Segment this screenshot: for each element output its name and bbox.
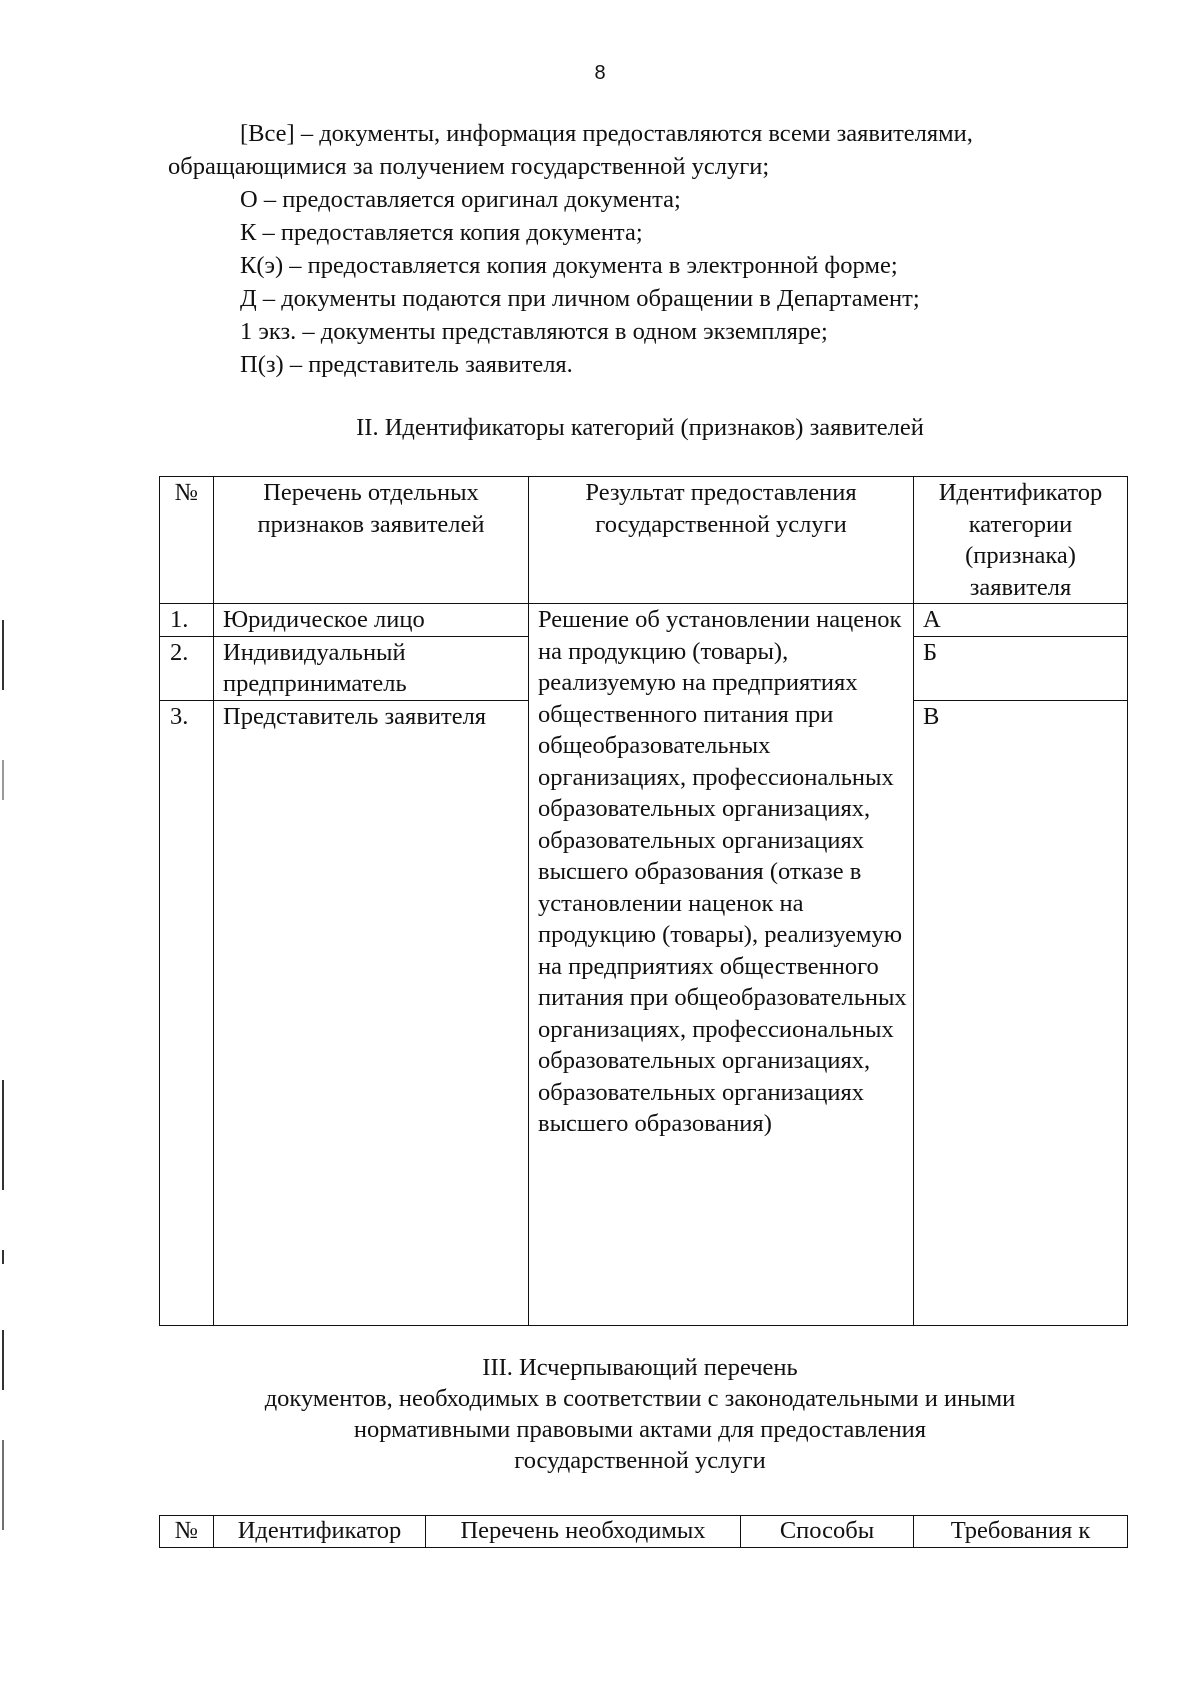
documents-table	[159, 1515, 1128, 1548]
legend-line-e-copy: К(э) – предоставляется копия документа в электронной форме;	[240, 252, 898, 279]
header-requirements: Требования к	[914, 1516, 1128, 1548]
page-number: 8	[594, 62, 606, 84]
row-identifier: В	[914, 700, 1128, 1325]
header-documents-list: Перечень необходимых	[426, 1516, 741, 1548]
legend-block	[168, 117, 1118, 381]
legend-line-personal: Д – документы подаются при личном обращении в Департамент;	[240, 285, 920, 312]
legend-line-all-cont: обращающимися за получением государственной услуги;	[168, 153, 770, 180]
header-identifier: Идентификатор	[214, 1516, 426, 1548]
legend-line-copy: К – предоставляется копия документа;	[240, 219, 643, 246]
header-num: №	[160, 1516, 214, 1548]
row-identifier: Б	[914, 636, 1128, 700]
scan-edge-mark	[2, 1330, 4, 1390]
row-num: 2.	[160, 636, 214, 700]
scan-edge-mark	[2, 620, 4, 690]
scan-edge-mark	[2, 760, 4, 800]
row-num: 3.	[160, 700, 214, 1325]
table-header-row	[160, 477, 1128, 604]
header-num: №	[160, 477, 214, 604]
table-row	[160, 604, 1128, 637]
section-2-title: II. Идентификаторы категорий (признаков) заявителей	[356, 414, 924, 441]
section-3-title: III. Исчерпывающий перечень документов, необходимых в соответствии с законодательными и иными нормативными правовыми актами для предоставления государственной услуги	[264, 1354, 1016, 1474]
row-feature: Представитель заявителя	[214, 700, 529, 1325]
row-feature: Индивидуальный предприниматель	[214, 636, 529, 700]
header-methods: Способы	[741, 1516, 914, 1548]
table-header-row	[160, 1516, 1128, 1548]
legend-line-representative: П(з) – представитель заявителя.	[240, 351, 573, 378]
header-result: Результат предоставления государственной услуги	[529, 477, 914, 604]
legend-line-one-copy: 1 экз. – документы представляются в одном экземпляре;	[240, 318, 828, 345]
legend-line-original: О – предоставляется оригинал документа;	[240, 186, 681, 213]
header-identifier: Идентификатор категории (признака) заявителя	[914, 477, 1128, 604]
legend-line-all: [Все] – документы, информация предоставляются всеми заявителями,	[240, 120, 973, 147]
scan-edge-mark	[2, 1440, 4, 1530]
row-identifier: А	[914, 604, 1128, 637]
row-feature: Юридическое лицо	[214, 604, 529, 637]
result-cell: Решение об установлении наценок на продукцию (товары), реализуемую на предприятиях общественного питания при общеобразовательных организациях, профессиональных образовательных организациях, образовательных организациях высшего образования (отказе в установлении наценок на продукцию (товары), реализуемую на предприятиях общественного питания при общеобразовательных организациях, профессиональных образовательных организациях, образовательных организациях высшего образования)	[529, 604, 914, 1326]
applicant-categories-table	[159, 476, 1128, 1326]
scan-edge-mark	[2, 1250, 4, 1264]
row-num: 1.	[160, 604, 214, 637]
scan-edge-mark	[2, 1080, 4, 1190]
header-features: Перечень отдельных признаков заявителей	[214, 477, 529, 604]
